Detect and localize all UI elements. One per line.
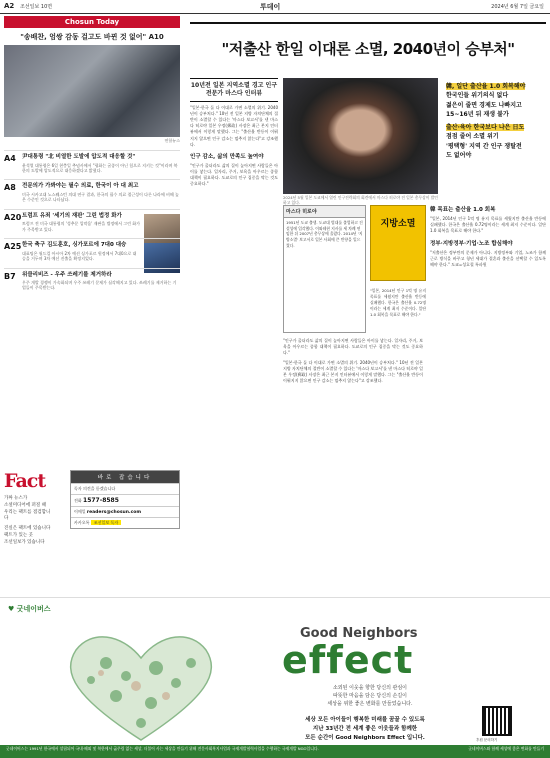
item-title: 전문의가 가봐야는 필수 의료, 한국이 아 대 최고 [22, 183, 139, 190]
highlight-line: 젊은이 줄면 경제도 나빠지고 [446, 101, 522, 109]
ad-footer [0, 745, 550, 758]
page-header [0, 0, 550, 14]
highlight-line: 韓, 일단 출산율 1.0 회복해야 [446, 83, 526, 90]
item-body: 윤석열 대통령은 6일 현충일 추념사에서 "평화는 굴종이 아닌 힘으로 지키는 것"이라며 북한의 도발에 압도적으로 대응하겠다고 밝혔다. [22, 162, 178, 173]
article-column-1 [190, 78, 278, 188]
highlight-line: 15~16년 뒤 재생 불가 [446, 110, 509, 118]
article-column-3 [430, 205, 546, 268]
item-body: 우주 개발 경쟁이 가속화되며 우주 쓰레기 문제가 심각해지고 있다. 쓰레기를 제거하는 기업들이 주목받는다. [22, 280, 177, 291]
article-column-2 [283, 335, 423, 384]
ad-tagline: 세상 모든 아이들이 행복한 미래를 꿈꿀 수 있도록 지난 33년간 전 세계 좋은 이웃들과 함께한 모든 순간이 Good Neighbors Effect 입니다. [305, 717, 425, 741]
highlight-line: 점점 줄어 소멸 위기 [446, 133, 499, 141]
phone-row[interactable]: 전화 1577-8585 [71, 494, 179, 506]
corrections-note: 독자 의견을 듣겠습니다 [71, 483, 179, 494]
profile-box [283, 205, 366, 333]
headline-rule [190, 22, 546, 24]
chosun-today-tag: Chosun Today [4, 16, 180, 28]
today-item[interactable] [4, 238, 180, 261]
article-body: "저출산은 정부만의 문제가 아니다. 지방정부와 기업, 노조가 함께 근로 방식을 바꾸고 청년 세대가 결혼과 출산을 선택할 수 있도록 해야 한다." 도쿄=성호철 특파원 [430, 249, 546, 267]
fact-text [4, 496, 54, 546]
item-body: 트럼프 전 미국 대통령의 '성추문 입막음' 재판을 법정에서 그린 화가가 주목받고 있다. [22, 221, 140, 232]
qr-caption: 후원 문의하기 [476, 738, 498, 742]
article-body: "일본, 2014년 인구 1억 명 유지 목표를 세웠지만 출산율 반등에 실패했다. 한국은 출산율 0.72명이라는 세계 최저 수준이다. 일단 1.0 회복을 목표로 해야 한다." [430, 216, 546, 234]
highlight-line: '평택형' 지역 간 인구 쟁탈전 [446, 142, 522, 150]
fact-line: 팩트가 있는 곳 [4, 532, 33, 538]
book-cover [370, 205, 426, 281]
item-page: A20 [4, 212, 22, 222]
today-item[interactable] [4, 268, 180, 291]
lead-photo [4, 45, 180, 137]
article-body: "인구가 줄더라도 삶의 질이 높아지면 사람들은 아이를 낳는다. 일자리, 주거, 보육을 아우르는 종합 대책이 필요하다. 도쿄로의 인구 집중을 막는 것도 중요하다." [283, 338, 423, 356]
subsection-title: 韓 목표는 출산율 1.0 회복 [430, 207, 496, 213]
item-page: A25 [4, 242, 22, 252]
issue-date: 2024년 6월 7일 금요일 [491, 4, 544, 10]
subsection-title: 정부·지방정부·기업·노조 합심해야 [430, 240, 513, 247]
fact-box [4, 470, 54, 546]
subsection-title: 인구 감소, 삶의 만족도 높여야 [190, 153, 264, 160]
advertisement[interactable] [0, 597, 550, 745]
email-row[interactable]: 이메일 readers@chosun.com [71, 506, 179, 517]
profile-title: 마스다 히로야 [284, 206, 365, 218]
corrections-title: 바로 잡습니다 [71, 471, 179, 483]
page-number: A2 [4, 2, 15, 10]
item-page: A8 [4, 183, 16, 193]
article-column-book [370, 285, 426, 317]
article-body: "일본·한국 둘 다 이대로 가면 소멸의 위기. 2040년이 승부처다." 10년 전 일본 지방 자치단체의 절반이 소멸할 수 있다는 '마스다 보고서'를 낸 마스다 히로야 일본 우정(郵政) 사장은 최근 본지 인터뷰에서 이렇게 말했다. 그는 "출산율 반등이 이뤄지지 않으면 인구 감소는 멈추지 않는다"고 강조했다. [190, 104, 278, 147]
highlight-box [442, 78, 546, 194]
profile-body: 1951년 도쿄 출생. 도쿄대 법대를 졸업하고 건설성에 입각했다. 이와테현 지사를 세 차례 연임한 뒤 2007년 총무상에 올랐다. 2014년 '지방소멸' 보고서로 일본 사회에 큰 반향을 일으켰다. [286, 220, 363, 248]
today-item[interactable] [4, 179, 180, 202]
section-label: 조선일보 10면 [20, 4, 53, 10]
article-photo-caption: 2024년 5월 일본 도쿄에서 열린 인구전략회의 회견에서 마스다 히로야 전 일본 총무상이 발언하고 있다. [283, 195, 438, 205]
book-title: 지방소멸 [380, 219, 416, 229]
article-body: "일본, 2014년 인구 1억 명 유지 목표를 세웠지만 출산율 반등에 실패했다. 한국은 출산율 0.72명이라는 세계 최저 수준이다. 일단 1.0 회복을 목표로 해야 한다." [370, 288, 426, 317]
fact-line: 우리는 팩트를 점검합니다 [4, 509, 51, 522]
photo-caption: 연합뉴스 [164, 138, 180, 143]
today-item[interactable] [4, 209, 180, 232]
fact-line: 가짜 뉴스가 [4, 496, 28, 501]
ad-title: Good Neighbors [300, 626, 418, 641]
item-body: 대표팀은 월드컵 아시아 2차 예선 싱가포르 원정에서 7대0으로 대승을 거두며 3차 예선 진출을 확정지었다. [22, 250, 137, 262]
item-title: 한국 축구 김도훈호, 싱가포르에 7대0 대승 [22, 242, 127, 249]
page-title: 투데이 [260, 3, 281, 11]
kakao-row[interactable]: 카카오톡 조선일보 독자 [71, 517, 179, 528]
item-title: 위클리비즈 - 우주 쓰레기를 제거하라 [22, 271, 112, 278]
fact-line: 진실은 팩트에 있습니다 [4, 526, 51, 531]
article-headline[interactable]: "저출산 한일 이대론 소멸, 2040년이 승부처" [221, 40, 515, 58]
highlight-line: 출산·육아 한국보다 나은 日도 [446, 124, 525, 132]
footer-slogan: 굿네이버스와 함께 세상에 좋은 변화를 만들기 [468, 746, 544, 751]
lead-headline[interactable]: "송배찬, 엄쌍 감동 걸고도 바뀐 것 없어" A10 [20, 33, 164, 41]
today-item[interactable] [4, 150, 180, 173]
item-body: 미국 시카고대 노스웨스턴 의대 연구 결과, 한국의 필수 의료 접근성이 다른 나라에 비해 높은 수준인 것으로 나타났다. [22, 191, 179, 203]
fact-logo: Fact [4, 470, 46, 492]
ad-copy: 소외된 이웃을 향한 당신의 관심이 따뜻한 마음을 담은 당신의 손길이 세상을 위한 좋은 변화를 만들었습니다. [327, 685, 413, 707]
item-page: B7 [4, 271, 16, 281]
heart-mosaic-icon [56, 628, 226, 746]
qr-code-icon[interactable] [482, 706, 512, 736]
article-photo [283, 78, 438, 194]
article-body: "일본·한국 둘 다 이대로 가면 소멸의 위기. 2040년이 승부처다." 10년 전 일본 지방 자치단체의 절반이 소멸할 수 있다는 '마스다 보고서'를 낸 마스다 히로야 일본 우정(郵政) 사장은 최근 본지 인터뷰에서 이렇게 말했다. 그는 "출산율 반등이 이뤄지지 않으면 인구 감소는 멈추지 않는다"고 강조했다. [283, 359, 423, 384]
fact-line: 소셜미디어에 퍼질 때 [4, 502, 46, 508]
item-title: 트럼프 유죄 '세기의 재판' 그린 법정 화가 [22, 212, 122, 219]
highlight-line: 한국인들 위기의식 없다 [446, 92, 509, 100]
highlight-line: 도 없어야 [446, 152, 472, 160]
ad-effect-word: effect [282, 638, 414, 682]
article-kicker: 10년전 일본 지역소멸 경고 인구 전문가 마스다 인터뷰 [190, 78, 278, 102]
ad-brand-logo: ♥ 굿네이버스 [8, 605, 51, 613]
item-page: A4 [4, 154, 16, 163]
footer-text: 굿네이버스는 1991년 한국에서 설립되어 국내·해외 및 북한에서 굶주림 없는 세상, 더불어 사는 세상을 만들기 위해 전문사회복지사업과 국제개발협력사업을 수행하는 국제개발 NGO입니다. [6, 746, 319, 751]
item-title: 尹대통령 "北 비열한 도발에 압도적 대응할 것" [22, 154, 136, 160]
fact-line: 조선일보가 있습니다 [4, 539, 45, 545]
corrections-box [70, 470, 180, 529]
article-body: "인구가 줄더라도 삶의 질이 높아지면 사람들은 아이를 낳는다. 일자리, 주거, 보육을 아우르는 종합 대책이 필요하다. 도쿄로의 인구 집중을 막는 것도 중요하다." [190, 162, 278, 187]
